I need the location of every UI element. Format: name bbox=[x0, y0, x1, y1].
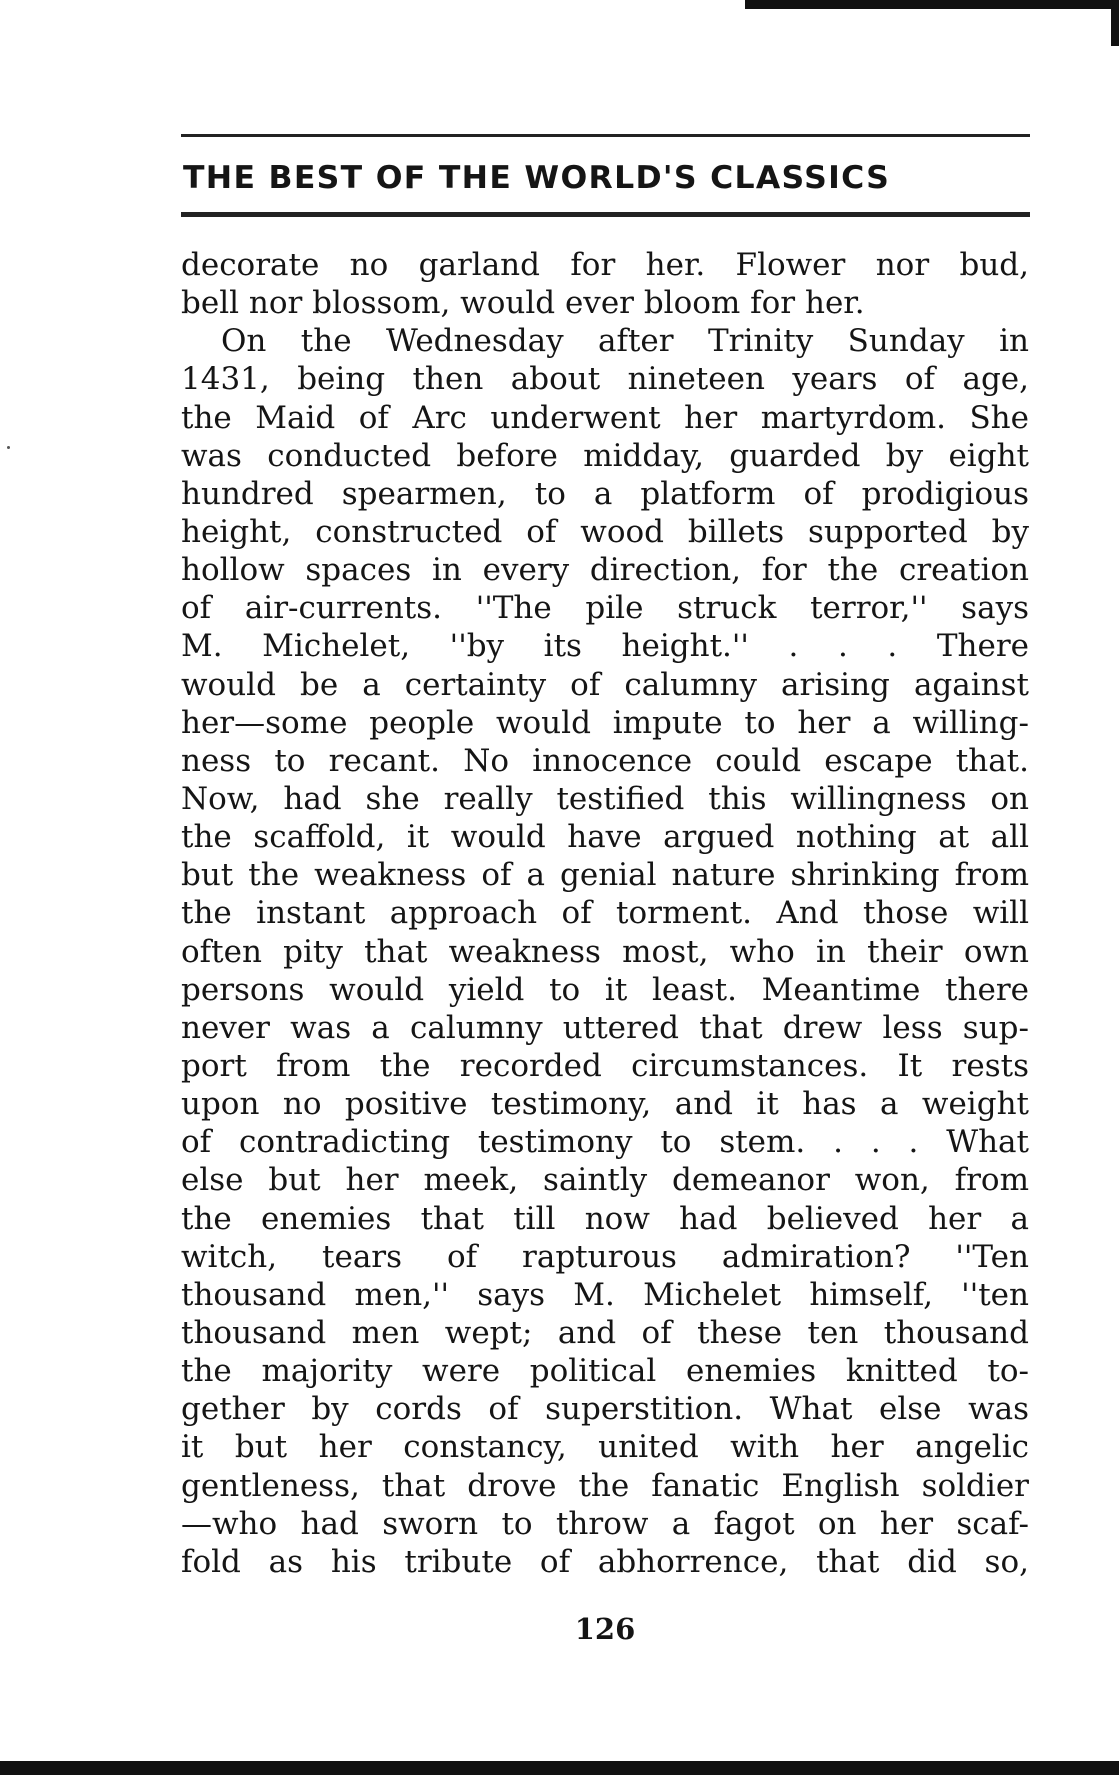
text-line: thousand men wept; and of these ten thousand bbox=[181, 1314, 1029, 1351]
text-line: gentleness, that drove the fanatic English soldier bbox=[181, 1467, 1029, 1504]
text-line: upon no positive testimony, and it has a weight bbox=[181, 1086, 1029, 1123]
text-line: On the Wednesday after Trinity Sunday in bbox=[221, 323, 1029, 360]
text-line: hundred spearmen, to a platform of prodigious bbox=[181, 475, 1029, 512]
text-line: the instant approach of torment. And those will bbox=[181, 895, 1029, 932]
text-line: hollow spaces in every direction, for the creation bbox=[181, 552, 1029, 589]
text-line: was conducted before midday, guarded by eight bbox=[181, 437, 1029, 474]
text-line: M. Michelet, ''by its height.'' . . . There bbox=[181, 628, 1029, 665]
text-line: decorate no garland for her. Flower nor bud, bbox=[181, 247, 1029, 283]
body-text bbox=[181, 246, 1029, 1581]
text-line: gether by cords of superstition. What else was bbox=[181, 1391, 1029, 1428]
running-head: THE BEST OF THE WORLD'S CLASSICS bbox=[183, 160, 891, 196]
text-line: ness to recant. No innocence could escape that. bbox=[181, 742, 1029, 779]
text-line: witch, tears of rapturous admiration? ''Ten bbox=[181, 1238, 1029, 1275]
scan-edge-top bbox=[745, 0, 1119, 9]
text-line: of air-currents. ''The pile struck terror,'' says bbox=[181, 590, 1029, 627]
text-line: would be a certainty of calumny arising against bbox=[181, 666, 1029, 703]
text-line: the majority were political enemies knitted to- bbox=[181, 1353, 1029, 1390]
text-line: thousand men,'' says M. Michelet himself, ''ten bbox=[181, 1276, 1029, 1313]
text-line: bell nor blossom, would ever bloom for her. bbox=[181, 285, 865, 322]
scan-edge-right bbox=[1111, 0, 1119, 46]
text-line: fold as his tribute of abhorrence, that did so, bbox=[181, 1543, 1029, 1580]
text-line: persons would yield to it least. Meantime there bbox=[181, 971, 1029, 1008]
text-line: it but her constancy, united with her angelic bbox=[181, 1429, 1029, 1466]
text-line: the enemies that till now had believed her a bbox=[181, 1200, 1029, 1237]
text-line: of contradicting testimony to stem. . . . What bbox=[181, 1124, 1029, 1161]
text-line: 1431, being then about nineteen years of age, bbox=[181, 361, 1029, 398]
text-line: often pity that weakness most, who in their own bbox=[181, 933, 1029, 970]
text-line: but the weakness of a genial nature shrinking from bbox=[181, 857, 1029, 894]
page-number: 126 bbox=[574, 1612, 636, 1646]
text-line: the scaffold, it would have argued nothing at all bbox=[181, 819, 1029, 856]
text-line: else but her meek, saintly demeanor won, from bbox=[181, 1162, 1029, 1199]
text-line: height, constructed of wood billets supported by bbox=[181, 513, 1029, 550]
text-line: her—some people would impute to her a willing- bbox=[181, 704, 1029, 741]
text-line: never was a calumny uttered that drew less sup- bbox=[181, 1009, 1029, 1046]
text-line: Now, had she really testified this willingness on bbox=[181, 780, 1029, 817]
scan-speck bbox=[7, 446, 10, 449]
text-line: port from the recorded circumstances. It rests bbox=[181, 1047, 1029, 1084]
header-rule-bottom bbox=[181, 212, 1030, 217]
header-rule-top bbox=[181, 134, 1030, 137]
text-line: —who had sworn to throw a fagot on her scaf- bbox=[181, 1505, 1029, 1542]
scan-edge-bottom bbox=[0, 1761, 1119, 1775]
text-line: the Maid of Arc underwent her martyrdom. She bbox=[181, 399, 1029, 436]
